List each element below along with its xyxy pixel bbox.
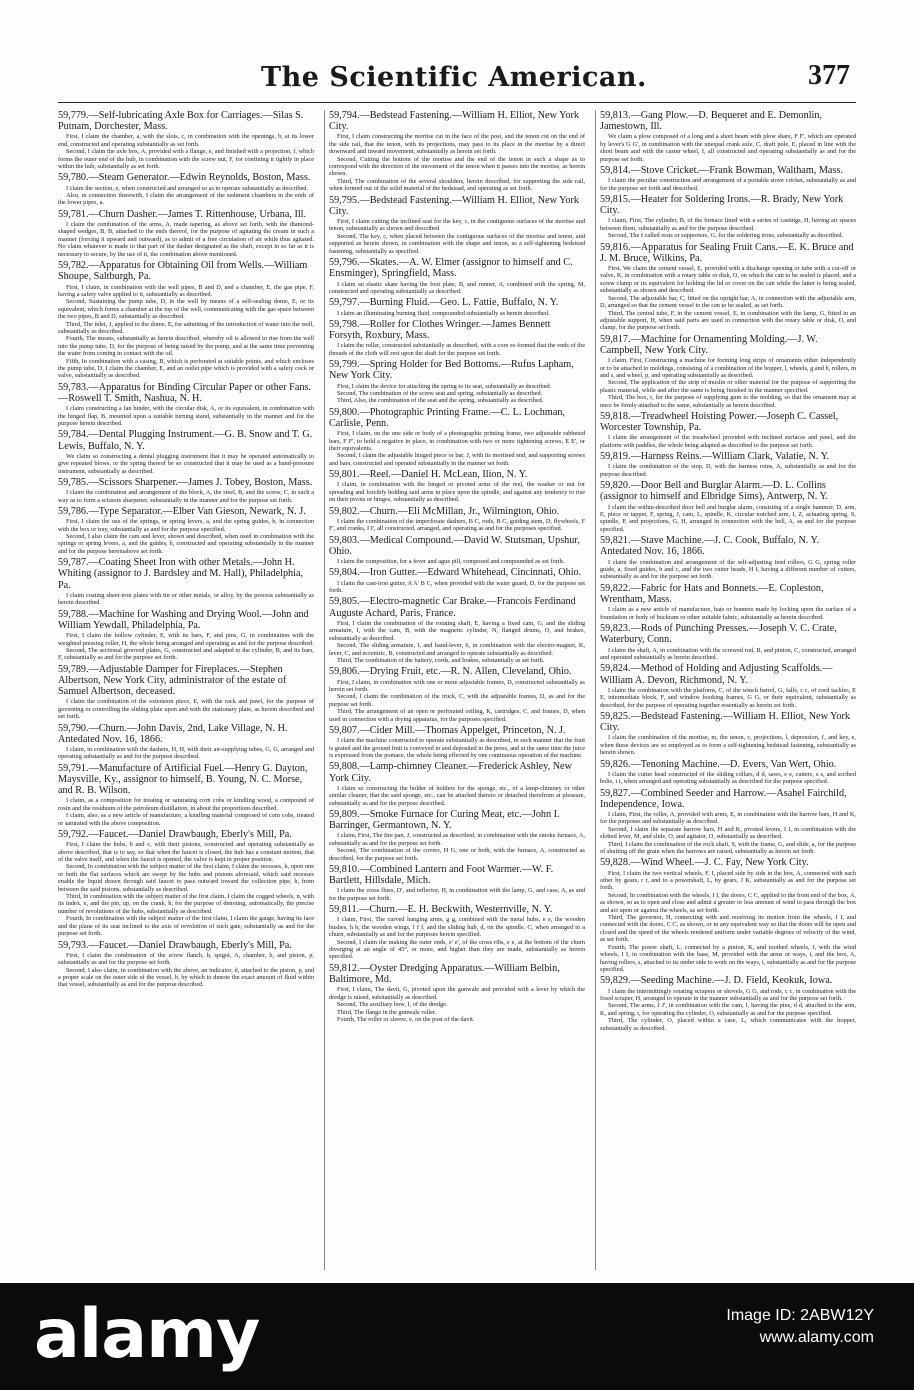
patent-title: 59,800.—Photographic Printing Frame.—C. L. Lochman, Carlisle, Penn. — [329, 406, 565, 429]
patent-claims — [58, 518, 314, 555]
patent-entry — [600, 480, 856, 533]
patent-claims — [329, 558, 585, 565]
claim-paragraph: I claim the cross flues, D', and reflector, H, in combination with the lamp, G, and case, A, as and for the purpose set forth. — [329, 887, 585, 902]
claim-paragraph: I claim, First, The curved hanging arms, g g, combined with the metal hubs, e e, the wooden bushes, h h, the wooden wings, f f f, and the sliding hub, d, on the spindle, C, when arranged in a churn, substantially as and for the purposes herein specified. — [329, 916, 585, 939]
patent-title: 59,817.—Machine for Ornamenting Molding.—J. W. Campbell, New York City. — [600, 333, 818, 356]
patent-title: 59,813.—Gang Plow.—D. Bequeret and E. Demonlin, Jamestown, Ill. — [600, 110, 823, 133]
patent-claims — [58, 489, 314, 504]
claim-paragraph: I claim the shaft, A, in combination with the screwed rod, B, and pinion, C, constructed, arranged and operated substantially as herein described. — [600, 646, 856, 661]
patent-title: 59,811.—Churn.—E. H. Beckwith, Westernville, N. Y. — [329, 904, 553, 916]
patent-claims — [329, 281, 585, 296]
claim-paragraph: Third, The arrangement of an open or perforated ceiling, K, cartridges, C, and frames, D, when used in connection with a drying apparatus, for the purposes specified. — [329, 708, 585, 723]
patent-claims — [329, 620, 585, 664]
claim-paragraph: We claim so constructing a dental plugging instrument that it may be operated automatically to give repeated blows, or the spring thereof be so constructed that it may be used as a hand-pressure instrument, substantially as described. — [58, 452, 314, 475]
claim-paragraph: Second, In combination with the wheels, I I, the doors, C C, applied to the front end of the box, A, as shown, so as to open and close and admit a greater or less amount of wind to pass through the box and act upon or against the wheels, as set forth. — [600, 891, 856, 914]
claim-paragraph: I claim the combination of the arms, A, made tapering, as above set forth, with the diamond-shaped wedges, B, B, attached to the ends thereof, for the purpose of agitating the cream in such a manner (forcing it upward and outward), as to admit of a free circulation of air while thus agitated. No claim whatever is made to that part of the dasher designated as the shaft, except in so far as it is necessary to secure, by the use of it, the combination above mentioned. — [58, 221, 314, 258]
claim-paragraph: Third, The box, r, for the purpose of supplying gum to the molding, so that the ornament may at once be firmly attached to the same, substantially as herein described. — [600, 394, 856, 409]
claim-paragraph: I claim the peculiar construction and arrangement of a portable stove cricket, substantially as and for the purpose set forth and described. — [600, 177, 856, 192]
watermark-banner — [0, 1283, 914, 1390]
claim-paragraph: I claim the combination of the mortise, m, the tenon, c, projections, l, depression, i', and key, e, when these devices are so employed as to form a self-tightening bedstead fastening, substantially as herein shown. — [600, 734, 856, 757]
claim-paragraph: I claim an elastic skate having the foot plate, B, and runner, A, combined with the spring, M, constructed and operating substantially as described. — [329, 280, 585, 295]
claim-paragraph: Fourth, In combination with the subject matter of the first claim, I claim the gauge, having its face and the plane of its seat inclined to the axis of revolution of such gate, substantially as and for the purpose set forth. — [58, 915, 314, 938]
patent-claims — [329, 430, 585, 467]
patent-entry — [58, 260, 314, 380]
claim-paragraph: Third, The combination of the battery, cords, and brakes, substantially as set forth. — [337, 656, 545, 664]
patent-title: 59,805.—Electro-magnetic Car Brake.—Francois Ferdinand Auguste Achard, Paris, France. — [329, 596, 576, 619]
claim-paragraph: First, I claim, in combination with one or more adjustable frames, D, constructed substantially as herein set forth. — [329, 678, 585, 693]
claim-paragraph: Fourth, The power shaft, L, connected by a pinion, K, and toothed wheels, J, with the wind wheels, I I, in combination with the base, M, provided with the arms or ways, t, and the box, A, having rollers, s, attached to its under side to work on the ways, t, substantially as and for the purpose specified. — [600, 943, 856, 973]
patent-entry — [600, 583, 856, 621]
patent-title: 59,825.—Bedstead Fastening.—William H. Elliot, New York City. — [600, 710, 851, 734]
patent-entry — [600, 165, 856, 192]
claim-paragraph: First, I claim the hubs, b and c, with their pistons, constructed and operating substantially as above described, that is to say, so that when the faucet is closed, the hub has a constant motion, that of the valve itself, and when the faucet is opened, the valve is kept in proper position. — [58, 841, 314, 864]
patent-entry — [58, 209, 314, 258]
patent-entry — [329, 725, 585, 759]
patent-claims — [58, 592, 314, 607]
claim-paragraph: I claim so constructing the holder of holders for the sponge, etc., of a lamp-chimney or other similar cleaner, that the said sponge, etc., can be attached thereto or detached therefrom at pleasure, substantially as and for the purpose described. — [329, 784, 585, 807]
patent-title: 59,788.—Machine for Washing and Drying Wool.—John and William Yewdall, Philadelphia, Pa. — [58, 608, 309, 631]
patent-claims — [58, 185, 314, 207]
patent-title: 59,815.—Heater for Soldering Irons.—R. Brady, New York City. — [600, 194, 844, 217]
patent-title: 59,820.—Door Bell and Burglar Alarm.—D. L. Collins (assignor to himself and Elbridge Sims), Antwerp, N. Y. — [600, 480, 829, 503]
patent-entry — [600, 242, 856, 332]
patent-entry — [600, 857, 856, 973]
claim-paragraph: Second, I claim the separate harrow bars, H and K, pivoted levers, I I, in combination with the slotted lever, M, and slide, O, and agitator, O, substantially as described. — [600, 825, 856, 841]
patent-claims — [58, 841, 314, 937]
patent-entry — [329, 257, 585, 295]
claim-paragraph: I claim the composition, for a fever and ague pill, composed and compounded as set forth. — [337, 558, 565, 566]
claim-paragraph: Third, The flange in the gunwale roller. — [337, 1008, 437, 1016]
patent-claims — [58, 952, 314, 989]
column-1 — [58, 110, 314, 1270]
patent-claims — [58, 405, 314, 427]
patent-title: 59,828.—Wind Wheel.—J. C. Fay, New York City. — [600, 857, 809, 869]
patent-entry — [600, 711, 856, 757]
patent-claims — [329, 383, 585, 405]
patent-entry — [329, 904, 585, 961]
claim-paragraph: Third, Also, the combination of the seat and the spring, substantially as described. — [337, 397, 544, 405]
claim-paragraph: Second, I claim the combination of the truck, C, with the adjustable frames, D, as and for the purpose set forth. — [329, 693, 585, 708]
claim-paragraph: I claim, as a composition for treating or saturating corn cobs or kindling wood, a compound of rosin and the residuum of the petroleum distillation, in about the proportions described. — [58, 797, 314, 812]
patent-title: 59,792.—Faucet.—Daniel Drawbaugh, Eberly's Mill, Pa. — [58, 829, 292, 841]
patent-entry — [600, 663, 856, 709]
claim-paragraph: I claim the cutter head constructed of the sliding collars, d d, saws, e e, cutters, s s, and scribed bolts, i i, when arranged and operating substantially as described for the purpose specified. — [600, 770, 856, 786]
patent-claims — [329, 481, 585, 503]
claim-paragraph: First, I claim the hollow cylinder, E, with its bars, F, and pins, G, in combination with the weighted pressing roller, H, the whole being arranged and operating as and for the purpose described. — [58, 632, 314, 647]
claim-paragraph: I claim coating sheet-iron plates with tin or other metals, or alloy, by the process substantially as herein described. — [58, 591, 314, 607]
claim-paragraph: Third, The central tube, F, in the cement vessel, E, in combination with the lamp, G, fitted in an adjustable support, H, when said parts are used in connection with the rotary table or disk, O, and clamp, for the purpose set forth. — [600, 309, 856, 332]
claim-paragraph: Also, in connection therewith, I claim the arrangement of the sediment chambers in the ends of the lower pipes, a. — [58, 192, 314, 207]
patent-entry — [600, 759, 856, 786]
claim-paragraph: First, I claim cutting the inclined seat for the key, c, in the contiguous surfaces of the mortise and tenon, substantially as shown and described. — [329, 218, 585, 233]
claim-paragraph: Third, In combination with the subject matter of the first claim, I claim the cogged wheels, n, with its index, x, and the pin, up, on the crank, h, for the purpose of denoting, automatically, the precise number of revolutions of the hubs, substantially as described. — [58, 893, 314, 915]
column-2 — [324, 110, 585, 1270]
patent-title: 59,822.—Fabric for Hats and Bonnets.—E. Copleston, Wrentham, Mass. — [600, 582, 824, 606]
claim-paragraph: Second, The sliding armature, I, and hand-lever, 6, in combination with the electro-magnet, K, lever, C, and eccentric, B, constructed and arranged to operate substantially as described. — [329, 642, 585, 657]
patent-title: 59,816.—Apparatus for Sealing Fruit Cans.—E. K. Bruce and J. M. Bruce, Wilkins, Pa. — [600, 241, 854, 264]
patent-claims — [600, 504, 856, 534]
patent-title: 59,806.—Drying Fruit, etc.—R. N. Allen, Cleveland, Ohio. — [329, 666, 572, 678]
patent-title: 59,798.—Roller for Clothes Wringer.—James Bennett Forsyth, Roxbury, Mass. — [329, 318, 551, 342]
patent-entry — [329, 469, 585, 503]
patent-entry — [58, 382, 314, 428]
patent-claims — [329, 737, 585, 759]
patent-claims — [600, 606, 856, 621]
patent-title: 59,786.—Type Separator.—Elber Van Gieson, Newark, N. J. — [58, 506, 306, 518]
patent-claims — [600, 434, 856, 449]
patent-entry — [600, 788, 856, 856]
patent-claims — [58, 698, 314, 720]
publication-title: The Scientific American. — [261, 62, 647, 93]
patent-claims — [329, 887, 585, 902]
patent-title: 59,807.—Cider Mill.—Thomas Appelget, Princeton, N. J. — [329, 724, 566, 736]
patent-claims — [58, 797, 314, 827]
claim-paragraph: I claim the combination of the extension piece, E, with the rack and pawl, for the purpose of governing or controlling the sliding plate upon and with the stationary plate, as herein described and set forth. — [58, 698, 314, 721]
patent-entry — [329, 567, 585, 594]
patent-title: 59,821.—Stave Machine.—J. C. Cook, Buffalo, N. Y. Antedated Nov. 16, 1866. — [600, 535, 820, 558]
patent-title: 59,791.—Manufacture of Artificial Fuel.—Henry G. Dayton, Maysville, Ky., assignor to himself, B. Young, N. C. Morse, and R. B. Wilson. — [58, 762, 308, 797]
patent-title: 59,784.—Dental Plugging Instrument.—G. B. Snow and T. G. Lewis, Buffalo, N. Y. — [58, 429, 313, 452]
claim-paragraph: Second, I claim the axle box, A, provided with a flange, e, and finished with a projection, f, which forms the outer end of the hub, in combination with the screw nut, F, for confining it tightly in place within the hub, substantially as set forth. — [58, 148, 314, 171]
patent-title: 59,797.—Burning Fluid.—Geo. L. Fattie, Buffalo, N. Y. — [329, 297, 559, 309]
patent-title: 59,823.—Rods of Punching Presses.—Joseph V. C. Crate, Waterbury, Conn. — [600, 623, 837, 646]
patent-claims — [329, 133, 585, 192]
patent-claims — [329, 832, 585, 862]
site-label: www.alamy.com — [759, 1329, 874, 1346]
patent-claims — [58, 221, 314, 258]
patent-claims — [600, 988, 856, 1032]
patent-entry — [58, 763, 314, 827]
patent-claims — [329, 580, 585, 595]
patent-claims — [600, 265, 856, 332]
claim-paragraph: Fourth, The roller or sleeve, e, on the post of the davit. — [337, 1015, 475, 1023]
claim-paragraph: First, I claim, in combination with the well pipes, B and D, and a chamber, E, the gas pipe, F, having a safety valve applied to it, substantially as described. — [58, 283, 314, 298]
patent-entry — [58, 829, 314, 937]
patent-title: 59,781.—Churn Dasher.—James T. Rittenhouse, Urbana, Ill. — [58, 208, 307, 220]
image-id-label: Image ID: 2ABW12Y — [726, 1307, 874, 1324]
claim-paragraph: I claim the combination with the platform, C, of the winch barrel, G, falls, c c, of cord tackles, E E, intermediate block, F, and window hooking frames, G G, or their equivalent, substantially as described, for the purpose of operating together essentially as herein set forth. — [600, 686, 856, 709]
claim-paragraph: I claim, in combination with the hinged or pivoted arms of the reel, the washer or nut for spreading and forcibly holding said arms in place upon the spindle, and against any tendency to rise on their pivots or hinges, substantially as described. — [329, 481, 585, 504]
claim-paragraph: Second, The arms, J J', in combination with the cam, I, having the pins, d d, attached to the arm, K, and spring, t, for operating the cylinder, O, substantially as and for the purpose specified. — [600, 1002, 856, 1017]
patent-claims — [600, 357, 856, 409]
claim-paragraph: I claim, First, The cylinder, B, of the furnace lined with a series of castings, H, having air spaces between them, substantially as and for the purpose described. — [600, 217, 856, 232]
claim-paragraph: I claim the roller, constructed substantially as described, with a core so formed that the ends of the threads of the cloth will rest upon the shaft for the purpose set forth. — [329, 342, 585, 357]
claim-paragraph: Second, I claim the adjustable hinged piece or bar, J, with its mortised end, and supporting screws and bars, constructed and operated substantially in the manner set forth. — [329, 452, 585, 467]
patent-claims — [600, 217, 856, 239]
patent-claims — [58, 632, 314, 662]
patent-title: 59,795.—Bedstead Fastening.—William H. Elliot, New York City. — [329, 194, 580, 217]
patent-title: 59,793.—Faucet.—Daniel Drawbaugh, Eberly's Mill, Pa. — [58, 939, 292, 951]
patent-title: 59,819.—Harness Reins.—William Clark, Valatie, N. Y. — [600, 451, 830, 463]
patent-claims — [600, 559, 856, 581]
patent-claims — [58, 133, 314, 170]
claim-paragraph: Fifth, In combination with a casing, B, which is perforated at suitable points, and which encloses the pump tube, D, I claim the chamber, E, and an outlet pipe which is provided with a safety cock or valve, substantially as described. — [58, 357, 314, 380]
patent-entry — [329, 809, 585, 862]
patent-entry — [58, 477, 314, 504]
patent-entry — [329, 407, 585, 467]
patent-claims — [600, 687, 856, 709]
claim-paragraph: First, I claim the chamber, a, with the slots, c, in combination with the openings, b, at its lower end, constructed and operating substantially as set forth. — [58, 133, 314, 148]
claim-paragraph: I claim the section, e, when constructed and arranged so as to operate substantially as described. — [66, 184, 308, 192]
patent-title: 59,785.—Scissors Sharpener.—James J. Tobey, Boston, Mass. — [58, 477, 313, 489]
claim-paragraph: I claim, First, Constructing a machine for forming long strips of ornaments either independently or to be attached to moldings, consisting of a combination of the hopper, l, wheels, g and h, rollers, m and s, and wheel, p, and operating substantially as described. — [600, 357, 856, 379]
patent-title: 59,801.—Reel.—Daniel H. McLean, Ilion, N. Y. — [329, 469, 528, 481]
banner-meta — [726, 1305, 874, 1349]
patent-title: 59,790.—Churn.—John Davis, 2nd, Lake Village, N. H. Antedated Nov. 16, 1866. — [58, 722, 288, 745]
patent-title: 59,812.—Oyster Dredging Apparatus.—William Belbin, Baltimore, Md. — [329, 962, 560, 986]
patent-title: 59,779.—Self-lubricating Axle Box for Carriages.—Silas S. Putnam, Dorchester, Mass. — [58, 110, 304, 133]
patent-claims — [329, 310, 585, 317]
claim-paragraph: First, I claim the device for attaching the spring to its seat, substantially as described. — [337, 382, 552, 390]
claim-paragraph: I claim the within-described door bell and burglar alarm, consisting of a single hammer, D, arm, E, piece or tappet, F, spring, J, cam, L, spindle, K, circular notched arm, I, Z, actuating spring, S, spindle, P, and projections, G, H, arranged in connection with the bell, A, as and for the purpose specified. — [600, 503, 856, 533]
header-rule — [58, 102, 856, 103]
alamy-logo: alamy — [34, 1295, 260, 1374]
patent-entry — [329, 666, 585, 723]
patent-entry — [329, 319, 585, 357]
patent-entry — [600, 975, 856, 1032]
patent-claims — [600, 177, 856, 192]
claim-paragraph: Second, Cutting the bottom of the mortise and the end of the tenon in such a shape as to correspond with the direction of the movement of the tenon when it passes into the mortise, as herein shown. — [329, 155, 585, 178]
patent-entry — [58, 429, 314, 475]
patent-title: 59,794.—Bedstead Fastening.—William H. Elliot, New York City. — [329, 110, 580, 133]
claim-paragraph: I claim, in combination with the dashers, H, H, with their air-supplying tubes, G, G, arranged and operating substantially as and for the purpose described. — [58, 745, 314, 761]
patent-entry — [600, 194, 856, 240]
patent-title: 59,804.—Iron Gutter.—Edward Whitehead, Cincinnati, Ohio. — [329, 567, 582, 579]
patent-entry — [329, 359, 585, 405]
claim-paragraph: I claim an illuminating burning fluid, compounded substantially as herein described. — [337, 309, 550, 317]
claim-paragraph: Third, The inlet, J, applied to the dome, E, for admitting of the introduction of water into the well, substantially as described. — [58, 320, 314, 335]
claim-paragraph: Second, In combination with the subject matter of the first claim, I claim the recesses, k, upon one or both the flat surfaces which are swept by the hubs and pistons aforesaid, which said recesses enable the liquid drawn through said faucet to pass outward toward the collection pipe, h, from between the said pistons, substantially as described. — [58, 863, 314, 893]
masthead — [58, 60, 850, 100]
patent-entry — [600, 110, 856, 163]
patent-entry — [329, 297, 585, 317]
claim-paragraph: I claim the intermittingly rotating scrapers or shovels, G G, and rods, c c, in combination with the fixed scraper, H, arranged to operate in the manner substantially as and for the purpose set forth. — [600, 987, 856, 1002]
claim-paragraph: First, I claim the combination of the screw flanch, b, spigot, A, chamber, b, and piston, p, substantially as and for the purpose set forth. — [58, 951, 314, 967]
claim-paragraph: First, I claim the two vertical wheels, F, I, placed side by side in the box, A, connected with each other by gears, r r, and to a powershaft, L, by gears, J K, substantially as and for the purpose set forth. — [600, 869, 856, 892]
patent-entry — [58, 506, 314, 555]
claim-paragraph: I claim constructing a fan binder, with the circular disk, A, or its equivalent, in combination with the hinged flap, B, mounted upon a suitable turning stand, substantially in the manner and for the purpose herein described. — [58, 405, 314, 427]
patent-title: 59,780.—Steam Generator.—Edwin Reynolds, Boston, Mass. — [58, 172, 311, 184]
claim-paragraph: First, We claim the cement vessel, E, provided with a discharge opening or tube with a cut-off or valve, K, in combination with a rotary table or disk, O, on which the can to be sealed is placed, and a screw clamp or its equivalent for holding the lid or cover on the can while the latter is being sealed, substantially as shown and described. — [600, 265, 856, 295]
claim-paragraph: First, I claim the use of the springs, or spring levers, a, and the spring guides, b, in connection with the box or tray, substantially as and for the purpose specified. — [58, 518, 314, 533]
patent-title: 59,782.—Apparatus for Obtaining Oil from Wells.—William Shoupe, Saltburgh, Pa. — [58, 260, 308, 283]
patent-entry — [600, 451, 856, 478]
patent-entry — [600, 334, 856, 409]
patent-title: 59,799.—Spring Holder for Bed Bottoms.—Rufus Lapham, New York City. — [329, 359, 574, 382]
claim-paragraph: Second, The combination of the screw seat and spring, substantially as described. — [337, 389, 543, 397]
claim-paragraph: We claim a plow composed of a long and a short beam with plow share, F F', which are operated by lever's G G', in combination with the unequal crank axle, C, draft pole, E, placed in line with the short beam and with the caster wheel, I, all constructed and operating substantially as and for the purpose set forth. — [600, 133, 856, 163]
claim-paragraph: Fourth, The means, substantially as herein described, whereby oil is allowed to rise from the well into the pump tube, D, for the purpose of being raised by the pump, and at the same time preventing the water from coming in contact with the oil. — [58, 335, 314, 358]
patent-entry — [600, 411, 856, 449]
patent-entry — [329, 506, 585, 533]
patent-entry — [58, 609, 314, 662]
claim-paragraph: First, I claim constructing the mortise cut in the face of the post, and the tenon cut on the end of the side rail, that the tenon, with its projections, may pass to its place in the mortise by a direct downward and inward movement, substantially as herein set forth. — [329, 133, 585, 156]
patent-claims — [600, 811, 856, 855]
patent-title: 59,783.—Apparatus for Binding Circular Paper or other Fans.—Roswell T. Smith, Nashua, N. H. — [58, 381, 311, 404]
patent-claims — [329, 342, 585, 357]
claim-paragraph: Second, The adjustable bar, C, fitted on the upright bar, A, in connection with the adjustable arm, D, arranged so that the cement vessel to the can to be sealed, as set forth. — [600, 294, 856, 310]
patent-entry — [329, 535, 585, 566]
patent-entry — [329, 963, 585, 1023]
patent-title: 59,824.—Method of Holding and Adjusting Scaffolds.—William A. Devon, Richmond, N. Y. — [600, 663, 833, 686]
patent-title: 59,814.—Stove Cricket.—Frank Bowman, Waltham, Mass. — [600, 165, 843, 177]
page-number: 377 — [808, 60, 850, 91]
claim-paragraph: I claim as a new article of manufacture, hats or bonnets made by locking upon the surface of a foundation or body of buckram or other suitable fabric, substantially as herein described. — [600, 606, 856, 621]
patent-claims — [600, 133, 856, 163]
claim-paragraph: I claim, First, The fire pan, J, constructed as described, in combination with the smoke furnace, A, substantially as and for the purpose set forth. — [329, 832, 585, 847]
patent-claims — [329, 679, 585, 723]
claim-paragraph: I claim the cast-iron gutter, A A' B C, when provided with the water guard, D, for the purpose set forth. — [329, 579, 585, 595]
patent-entry — [58, 557, 314, 606]
patent-entry — [600, 535, 856, 581]
claim-paragraph: First, I claim, The davit, G, pivoted upon the gunwale and provided with a lever by which the dredge is raised, substantially as described. — [329, 986, 585, 1001]
patent-title: 59,803.—Medical Compound.—David W. Stutsman, Upshur, Ohio. — [329, 534, 580, 557]
patent-entry — [329, 195, 585, 255]
patent-entry — [329, 110, 585, 193]
claim-paragraph: I claim the combination and arrangement of the block, A, the steel, B, and the screw, C, in such a way as to form a scissors sharpener, substantially in the manner and for the purpose set forth. — [58, 489, 314, 504]
patent-claims — [58, 284, 314, 380]
patent-claims — [600, 734, 856, 756]
column-3 — [595, 110, 856, 1270]
patent-claims — [329, 218, 585, 255]
patent-entry — [329, 596, 585, 664]
claim-paragraph: Second, The auxiliary bow, I, of the dredge. — [337, 1001, 448, 1009]
claim-paragraph: Second, I also claim the cam and lever, shown and described, when used in combination with the springs or spring levers, a, and the guides, b, constructed and operating substantially in the manner and for the purpose hereinabove set forth. — [58, 533, 314, 555]
claim-paragraph: I claim, First, the roller, A, provided with arms, E, in combination with the harrow bars, H and K, for the purposes and substantially as described. — [600, 810, 856, 826]
patent-claims — [329, 916, 585, 960]
patent-title: 59,818.—Treadwheel Hoisting Power.—Joseph C. Cassel, Worcester Township, Pa. — [600, 410, 839, 434]
claim-paragraph: Second, The I called rests or supporters, G, for the soldering irons, substantially as described. — [608, 232, 844, 240]
patent-entry — [329, 864, 585, 902]
patent-entry — [329, 761, 585, 807]
claim-paragraph: Third, The combination of the several shoulders, herein described, for supporting the side rail, when formed out of the solid material of the bedstead, and operating as set forth. — [329, 177, 585, 193]
patent-claims — [58, 746, 314, 761]
patent-claims — [600, 771, 856, 786]
claim-paragraph: I claim the combination of the stop, D, with the harness reins, A, substantially as and for the purpose described. — [600, 463, 856, 478]
patent-claims — [58, 453, 314, 475]
claim-paragraph: Second, The application of the strip of muslin or other material for the purpose of supporting the plastic material, while and after the same is being finished in the manner specified. — [600, 379, 856, 394]
patent-claims — [329, 986, 585, 1023]
claim-paragraph: Second, I claim the making the outer ends, e' e', of the cross ribs, e e, at the bottom of the churn diverging at an angle of 45°, or more, and higher than they are made, substantially as herein specified. — [329, 938, 585, 961]
patent-claims — [600, 870, 856, 974]
claim-paragraph: Second, The sectional grooved plates, G, constructed and adapted to the cylinder, B, and its bars, F, substantially as and for the purpose set forth. — [58, 646, 314, 662]
claim-paragraph: I claim the machine constructed to operate substantially as described, in such manner that the fruit is grated and the ground fruit is conveyed to and deposited in the press, and at the same time the juice is expressed from the pomace, the whole being effected by one continuous operation of the machine. — [329, 737, 585, 759]
patent-title: 59,810.—Combined Lantern and Foot Warmer.—W. F. Bartlett, Hillsdale, Mich. — [329, 864, 554, 887]
patent-entry — [58, 664, 314, 721]
patent-title: 59,789.—Adjustable Damper for Fireplaces.—Stephen Albertson, New York City, administrator of the estate of Samuel Albertson, deceased. — [58, 663, 287, 698]
patent-entry — [58, 940, 314, 989]
claim-paragraph: Third, I claim the combination of the rock shaft, S, with the frame, G, and slide, a, for the purpose of shutting off the grain when the harrows are raised, substantially as herein set forth. — [600, 840, 856, 856]
claim-paragraph: Second, The combination of the covers, H G, one or both, with the furnace, A, constructed as described, for the purpose set forth. — [329, 847, 585, 862]
patent-title: 59,796.—Skates.—A. W. Elmer (assignor to himself and C. Ensminger), Springfield, Mass. — [329, 257, 573, 280]
patent-title: 59,802.—Churn.—Eli McMillan, Jr., Wilmington, Ohio. — [329, 505, 560, 517]
patent-claims — [600, 463, 856, 478]
claim-paragraph: Second, The key, c, when placed between the contiguous surfaces of the mortise and tenon, and supported as herein shown, in combination with the shape and tenon, as a self-tightening bedstead fastening, substantially as specified. — [329, 232, 585, 255]
columns — [58, 110, 856, 1270]
claim-paragraph: I claim the arrangement of the treadwheel provided with inclined surfaces and pawl, and the platform with paddles, the whole being adapted as described to the purpose set forth. — [600, 434, 856, 449]
patent-title: 59,829.—Seeding Machine.—J. D. Field, Keokuk, Iowa. — [600, 975, 833, 987]
patent-title: 59,787.—Coating Sheet Iron with other Metals.—John H. Whiting (assignor to J. Bardsley and M. Hall), Philadelphia, Pa. — [58, 557, 304, 591]
claim-paragraph: I claim the combination and arrangement of the self-adjusting feed rollers, G G, spring roller guide, a, fixed guides, b and c, and the two cutter heads, H I, having a different number of cutters, substantially as and for the purpose set forth. — [600, 558, 856, 581]
patent-entry — [58, 172, 314, 206]
claim-paragraph: Third, The cylinder, O, placed within a case, L, which communicates with the hopper, substantially as described. — [600, 1017, 856, 1032]
claim-paragraph: First, I claim, on the one side or body of a photographic printing frame, two adjustable rabbeted bars, F F', to hold a negative in place, in combination with two or more tightening screws, E E', or their equivalents. — [329, 430, 585, 452]
claim-paragraph: I claim the combination of the imperforate dashers, B C, rods, B C, guiding stem, D, flywheels, F F', and cranks, I I', all constructed, arranged, and operating as and for the purposes specified. — [329, 517, 585, 533]
patent-entry — [58, 723, 314, 761]
patent-entry — [600, 623, 856, 661]
claim-paragraph: First, I claim the combination of the rotating shaft, E, having a fixed cam, G, and the sliding armature, I, with the cam, B, with the magnetic cylinder, N, flanged drums, O, and brakes, substantially as described. — [329, 619, 585, 642]
claim-paragraph: Second, I also claim, in combination with the above, an indicator, d, attached to the piston, p, and a proper scale on the outer side of the vessel, b, by which to denote the exact amount of fluid within that vessel, substantially as and for the purpose described. — [58, 966, 314, 989]
patent-title: 59,808.—Lamp-chimney Cleaner.—Frederick Ashley, New York City. — [329, 761, 572, 784]
claim-paragraph: Second, Sustaining the pump tube, D, in the well by means of a self-sealing dome, E, or its equivalent, which forms a chamber at the top of the well, communicating with the gas space between the two pipes, B and D, substantially as described. — [58, 298, 314, 321]
patent-claims — [329, 518, 585, 533]
patent-claims — [329, 785, 585, 807]
claim-paragraph: I claim, also, as a new article of manufacture, a kindling material composed of corn cobs, treated or saturated with the above composition. — [58, 812, 314, 827]
claim-paragraph: Third, The governor, H, connecting with and receiving its motion from the wheels, I I, and connected with the doors, C C, as shown, or in any equivalent way so that the doors will be open and closed and the speed of the wheels rendered uniform under variable degrees of velocity of the wind, as set forth. — [600, 914, 856, 944]
patent-title: 59,826.—Tenoning Machine.—D. Evers, Van Wert, Ohio. — [600, 758, 837, 770]
patent-title: 59,809.—Smoke Furnace for Curing Meat, etc.—John I. Barringer, Germantown, N. Y. — [329, 809, 560, 832]
patent-title: 59,827.—Combined Seeder and Harrow.—Asahel Fairchild, Independence, Iowa. — [600, 787, 847, 810]
patent-claims — [600, 647, 856, 662]
patent-entry — [58, 110, 314, 170]
